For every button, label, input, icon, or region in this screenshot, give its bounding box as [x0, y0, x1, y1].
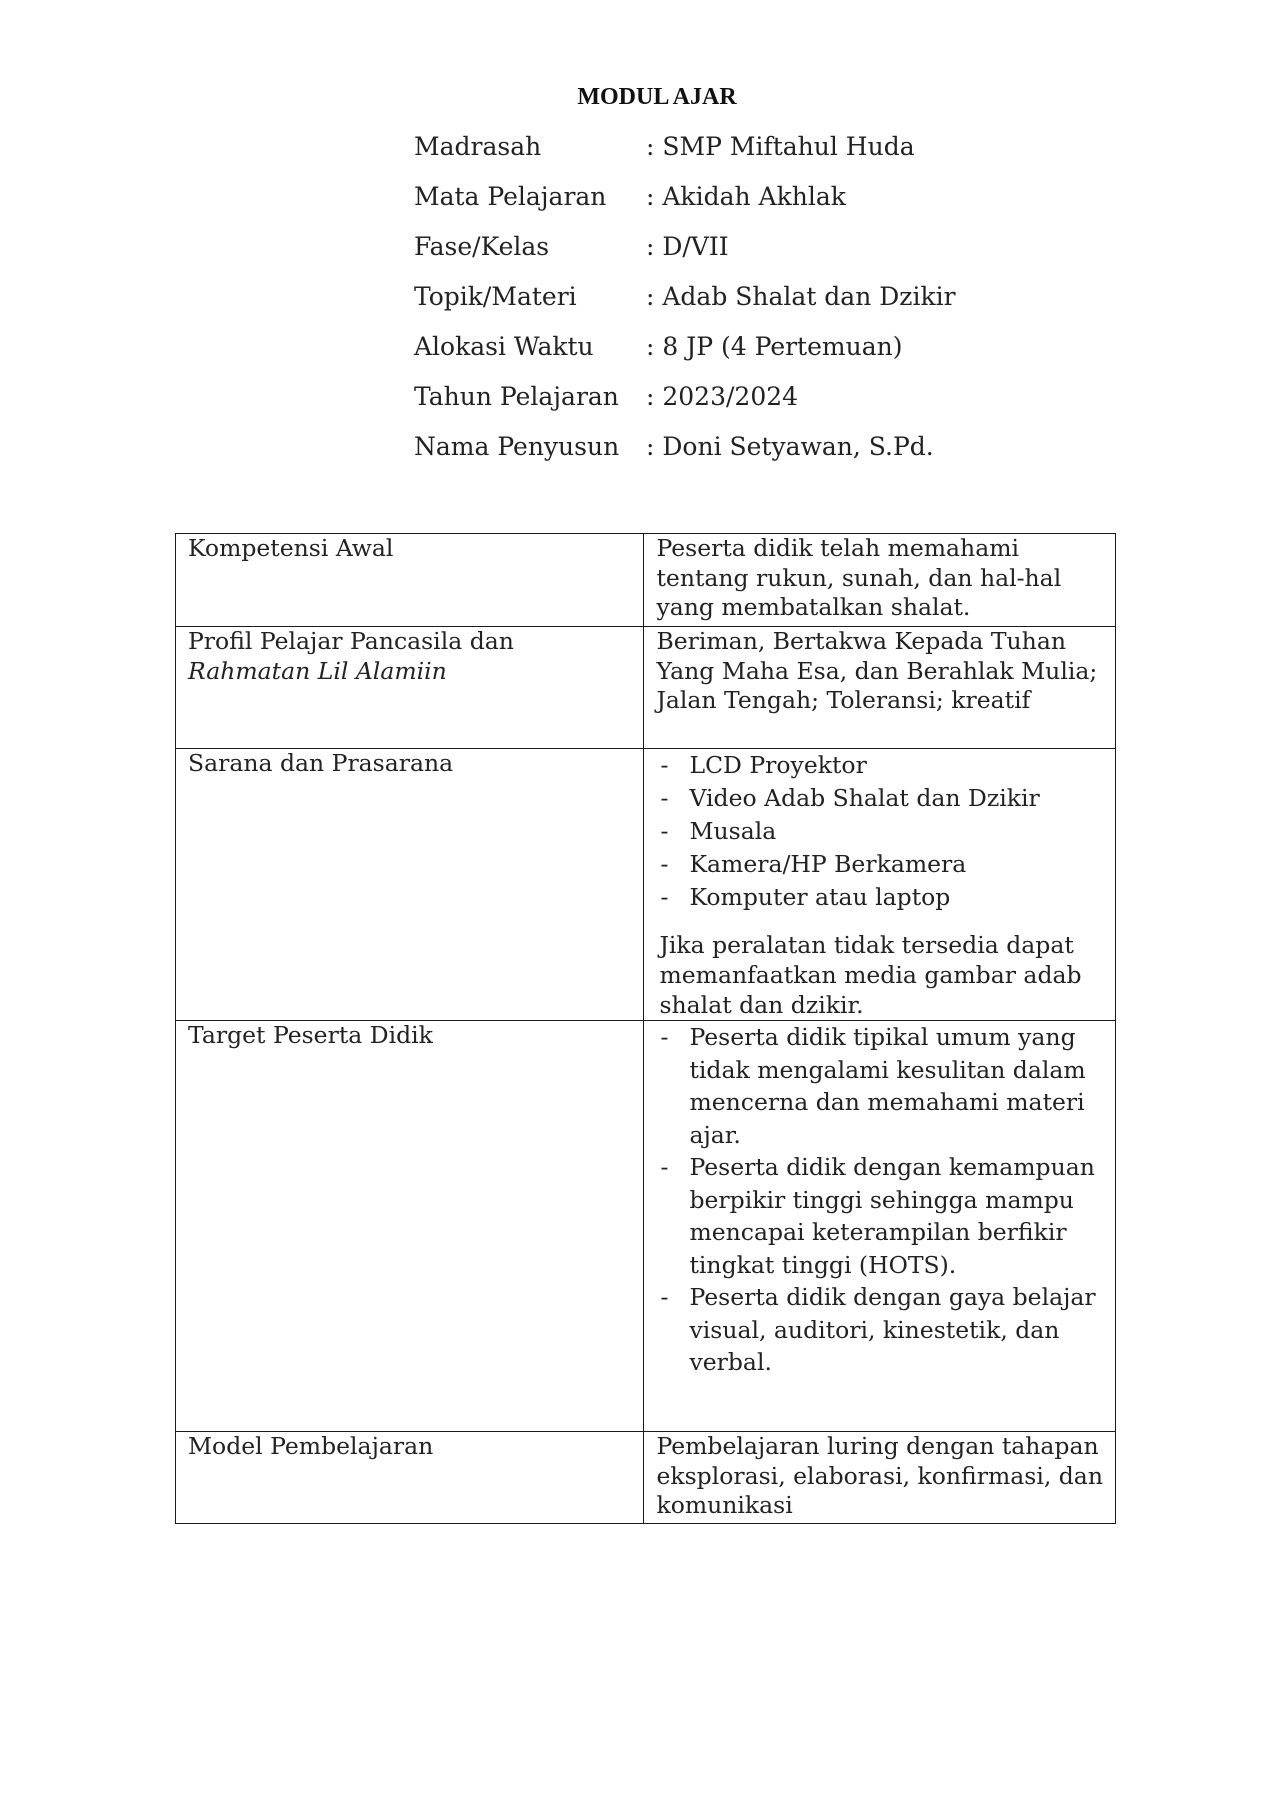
- profil-label-italic: Rahmatan Lil Alamiin: [188, 656, 447, 685]
- meta-label: Madrasah: [414, 132, 542, 161]
- profil-value: Beriman, Bertakwa Kepada Tuhan Yang Maha Esa, dan Berahlak Mulia; Jalan Tengah; Toleransi; kreatif: [656, 627, 1098, 714]
- meta-row-madrasah: [414, 130, 1034, 180]
- sarana-label: Sarana dan Prasarana: [188, 749, 454, 777]
- meta-value: : 2023/2024: [646, 382, 799, 411]
- page-title: MODUL AJAR: [577, 84, 737, 110]
- row-value: [644, 1021, 1116, 1432]
- table-row-kompetensi-awal: [176, 534, 1116, 627]
- row-value: [644, 749, 1116, 1021]
- row-value: [644, 627, 1116, 749]
- list-item: - LCD Proyektor: [656, 749, 1105, 782]
- meta-row-nama-penyusun: [414, 430, 1034, 480]
- row-value: [644, 1432, 1116, 1524]
- list-item: - Video Adab Shalat dan Dzikir: [656, 782, 1105, 815]
- table-row-sarana: [176, 749, 1116, 1021]
- list-item: - Komputer atau laptop: [656, 881, 1105, 914]
- target-list: [656, 1021, 1105, 1379]
- meta-row-tahun-pelajaran: [414, 380, 1034, 430]
- table-row-profil: [176, 627, 1116, 749]
- model-value: Pembelajaran luring dengan tahapan eksplorasi, elaborasi, konfirmasi, dan komunikasi: [656, 1432, 1103, 1519]
- table-row-target: [176, 1021, 1116, 1432]
- row-value: [644, 534, 1116, 627]
- row-label: [176, 1432, 644, 1524]
- meta-value: : D/VII: [646, 232, 729, 261]
- meta-label: Fase/Kelas: [414, 232, 550, 261]
- table-row-model: [176, 1432, 1116, 1524]
- list-item: - Musala: [656, 815, 1105, 848]
- model-label: Model Pembelajaran: [188, 1432, 434, 1460]
- target-label: Target Peserta Didik: [188, 1021, 433, 1049]
- meta-row-alokasi-waktu: [414, 330, 1034, 380]
- meta-value: : Doni Setyawan, S.Pd.: [646, 432, 934, 461]
- meta-row-topik-materi: [414, 280, 1034, 330]
- meta-label: Topik/Materi: [414, 282, 577, 311]
- meta-row-fase-kelas: [414, 230, 1034, 280]
- meta-row-mata-pelajaran: [414, 180, 1034, 230]
- sarana-note: Jika peralatan tidak tersedia dapat memanfaatkan media gambar adab shalat dan dzikir.: [659, 931, 1082, 1019]
- row-label: [176, 627, 644, 749]
- meta-value: : Adab Shalat dan Dzikir: [646, 282, 956, 311]
- row-label: [176, 1021, 644, 1432]
- meta-label: Tahun Pelajaran: [414, 382, 619, 411]
- meta-value: : Akidah Akhlak: [646, 182, 846, 211]
- meta-value: : SMP Miftahul Huda: [646, 132, 915, 161]
- kompetensi-awal-label: Kompetensi Awal: [188, 534, 394, 562]
- kompetensi-awal-value: Peserta didik telah memahami tentang rukun, sunah, dan hal-hal yang membatalkan shalat.: [656, 534, 1062, 621]
- meta-label: Mata Pelajaran: [414, 182, 607, 211]
- profil-label: Profil Pelajar Pancasila dan: [188, 627, 514, 655]
- meta-value: : 8 JP (4 Pertemuan): [646, 332, 903, 361]
- meta-label: Alokasi Waktu: [414, 332, 594, 361]
- module-details-table: [175, 533, 1116, 1524]
- list-item: - Peserta didik dengan kemampuan berpikir tinggi sehingga mampu mencapai keterampilan berfikir tingkat tinggi (HOTS).: [656, 1151, 1105, 1281]
- list-item: - Peserta didik tipikal umum yang tidak mengalami kesulitan dalam mencerna dan memahami materi ajar.: [656, 1021, 1105, 1151]
- sarana-list: [656, 749, 1105, 914]
- list-item: - Peserta didik dengan gaya belajar visual, auditori, kinestetik, dan verbal.: [656, 1281, 1105, 1379]
- list-item: - Kamera/HP Berkamera: [656, 848, 1105, 881]
- module-info: [414, 130, 1034, 480]
- row-label: [176, 749, 644, 1021]
- meta-label: Nama Penyusun: [414, 432, 620, 461]
- row-label: [176, 534, 644, 627]
